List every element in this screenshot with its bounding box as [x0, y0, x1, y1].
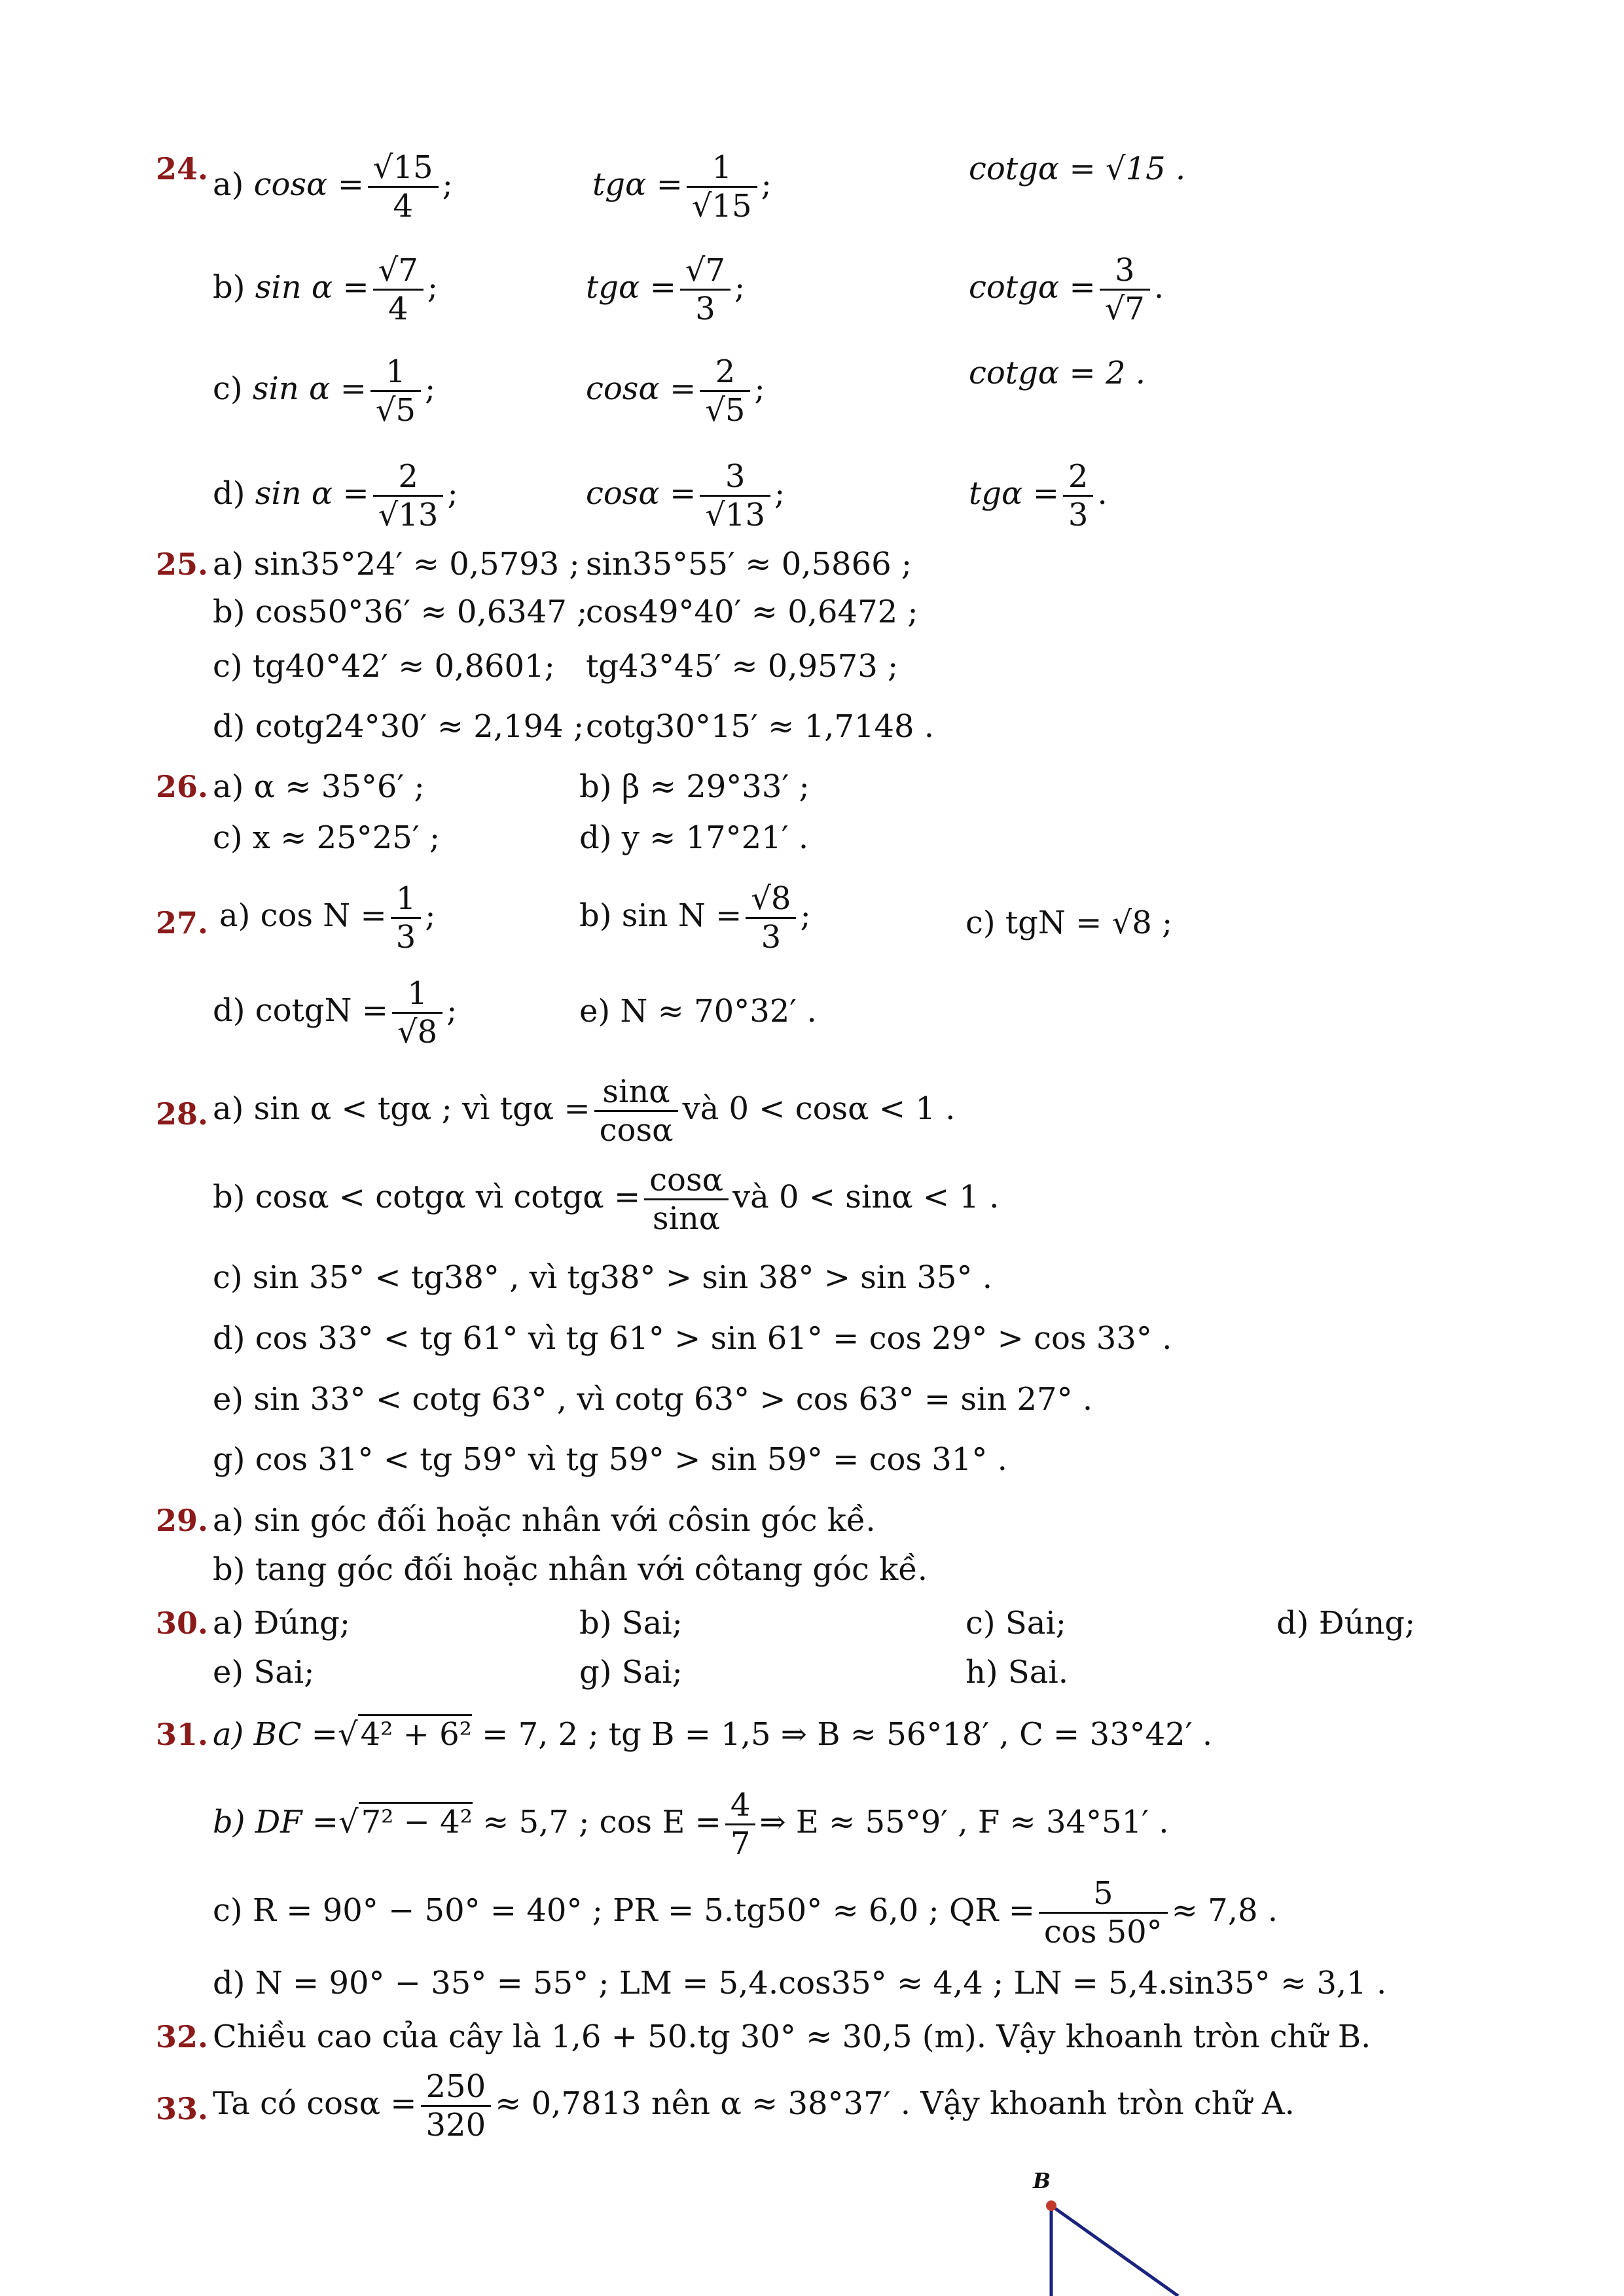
- figure-point-b: [1046, 2200, 1056, 2211]
- answer-31b: b) DF =√ 7² − 4² ≈ 5,7 ; cos E = $\frac{4}{7}$ ⇒ E ≈ 55°9′ , F ≈ 34°51′ .: [213, 1787, 1169, 1862]
- triangle-figure: [1021, 2186, 1231, 2296]
- answer-26d: d) y ≈ 17°21′ .: [579, 819, 809, 856]
- answer-27c: c) tgN = √8 ;: [965, 905, 1173, 941]
- answer-31c: c) R = 90° − 50° = 40° ; PR = 5.tg50° ≈ 6,0 ; QR = $\frac{5}{\cos 50^\circ}$ ≈ 7,8 .: [213, 1875, 1278, 1950]
- answer-29b: b) tang góc đối hoặc nhân với côtang góc kề.: [213, 1551, 928, 1588]
- answer-29a: a) sin góc đối hoặc nhân với côsin góc kề.: [213, 1502, 876, 1539]
- answer-27a: a) cos N = $\frac{1}{3}$ ;: [219, 880, 436, 956]
- answer-32: Chiều cao của cây là 1,6 + 50.tg 30° ≈ 30,5 (m). Vậy khoanh tròn chữ B.: [213, 2018, 1371, 2055]
- answer-24b-tg: tgα = $\frac{√7}{3}$ ;: [586, 252, 746, 327]
- problem-number: 33.: [156, 2091, 209, 2126]
- answer-24a: a) cosα = $\frac{√15}{4}$ ;: [213, 149, 453, 224]
- answer-24a-cotg: cotgα = √15 .: [969, 151, 1186, 187]
- answer-28b: b) cosα < cotgα vì cotgα = $\frac{\cos\alpha}{\sin\alpha}$ và 0 < sinα < 1 .: [213, 1162, 1000, 1237]
- answer-25c-1: c) tg40°42′ ≈ 0,8601;: [213, 648, 555, 685]
- problem-number: 31.: [156, 1717, 209, 1752]
- answer-24c-cos: cosα = $\frac{2}{√5}$ ;: [586, 353, 765, 429]
- answer-30b: b) Sai;: [579, 1605, 683, 1641]
- answer-25b-1: b) cos50°36′ ≈ 0,6347 ;: [213, 594, 588, 630]
- problem-number: 26.: [156, 769, 209, 804]
- problem-number: 24.: [156, 151, 209, 187]
- answer-25a-2: sin35°55′ ≈ 0,5866 ;: [586, 546, 912, 583]
- problem-number: 32.: [156, 2019, 209, 2054]
- answer-26a: a) α ≈ 35°6′ ;: [213, 768, 425, 805]
- answer-30h: h) Sai.: [965, 1654, 1069, 1691]
- answer-28d: d) cos 33° < tg 61° vì tg 61° > sin 61° = cos 29° > cos 33° .: [213, 1320, 1172, 1357]
- problem-number: 29.: [156, 1503, 209, 1538]
- problem-number: 28.: [156, 1096, 209, 1132]
- answer-24b-cotg: cotgα = $\frac{3}{√7}$ .: [969, 252, 1164, 327]
- answer-30g: g) Sai;: [579, 1654, 683, 1691]
- answer-33: Ta có cosα = $\frac{250}{320}$ ≈ 0,7813 nên α ≈ 38°37′ . Vậy khoanh tròn chữ A.: [213, 2068, 1295, 2144]
- answer-31d: d) N = 90° − 35° = 55° ; LM = 5,4.cos35° ≈ 4,4 ; LN = 5,4.sin35° ≈ 3,1 .: [213, 1965, 1387, 2001]
- figure-side-slant: [1051, 2206, 1178, 2296]
- answer-27d: d) cotgN = $\frac{1}{√8}$ ;: [213, 975, 458, 1050]
- answer-25b-2: cos49°40′ ≈ 0,6472 ;: [586, 594, 918, 630]
- answer-24a-tg: tgα = $\frac{1}{√15}$ ;: [592, 149, 772, 224]
- answer-24d-cos: cosα = $\frac{3}{√13}$ ;: [586, 458, 785, 533]
- answer-30e: e) Sai;: [213, 1654, 315, 1691]
- answer-31a: a) BC =√ 4² + 6² = 7, 2 ; tg B = 1,5 ⇒ B ≈ 56°18′ , C = 33°42′ .: [213, 1715, 1212, 1754]
- answer-25a-1: a) sin35°24′ ≈ 0,5793 ;: [213, 546, 580, 583]
- problem-number: 30.: [156, 1605, 209, 1641]
- answer-26b: b) β ≈ 29°33′ ;: [579, 768, 810, 805]
- problem-number: 27.: [156, 905, 209, 941]
- answer-26c: c) x ≈ 25°25′ ;: [213, 819, 441, 856]
- answer-27b: b) sin N = $\frac{√8}{3}$ ;: [579, 880, 811, 956]
- answer-28g: g) cos 31° < tg 59° vì tg 59° > sin 59° = cos 31° .: [213, 1441, 1007, 1478]
- problem-number: 25.: [156, 547, 209, 582]
- answer-28c: c) sin 35° < tg38° , vì tg38° > sin 38° > sin 35° .: [213, 1259, 992, 1296]
- answer-25d-1: d) cotg24°30′ ≈ 2,194 ;: [213, 708, 585, 745]
- answer-27e: e) N ≈ 70°32′ .: [579, 993, 817, 1030]
- answer-30c: c) Sai;: [965, 1605, 1066, 1641]
- answer-28e: e) sin 33° < cotg 63° , vì cotg 63° > cos 63° = sin 27° .: [213, 1381, 1093, 1418]
- answer-24d: d) sin α = $\frac{2}{√13}$ ;: [213, 458, 458, 533]
- answer-25d-2: cotg30°15′ ≈ 1,7148 .: [586, 708, 935, 745]
- answer-24c: c) sin α = $\frac{1}{√5}$ ;: [213, 353, 436, 429]
- answer-30d: d) Đúng;: [1276, 1605, 1416, 1641]
- answer-25c-2: tg43°45′ ≈ 0,9573 ;: [586, 648, 899, 685]
- answer-28a: a) sin α < tgα ; vì tgα = $\frac{\sin\alpha}{\cos\alpha}$ và 0 < cosα < 1 .: [213, 1073, 956, 1149]
- answer-24b: b) sin α = $\frac{√7}{4}$ ;: [213, 252, 439, 327]
- answer-30a: a) Đúng;: [213, 1605, 351, 1641]
- answer-24d-tg: tgα = $\frac{2}{3}$ .: [969, 458, 1108, 533]
- answer-24c-cotg: cotgα = 2 .: [969, 355, 1146, 391]
- figure-label-b: B: [1033, 2168, 1051, 2193]
